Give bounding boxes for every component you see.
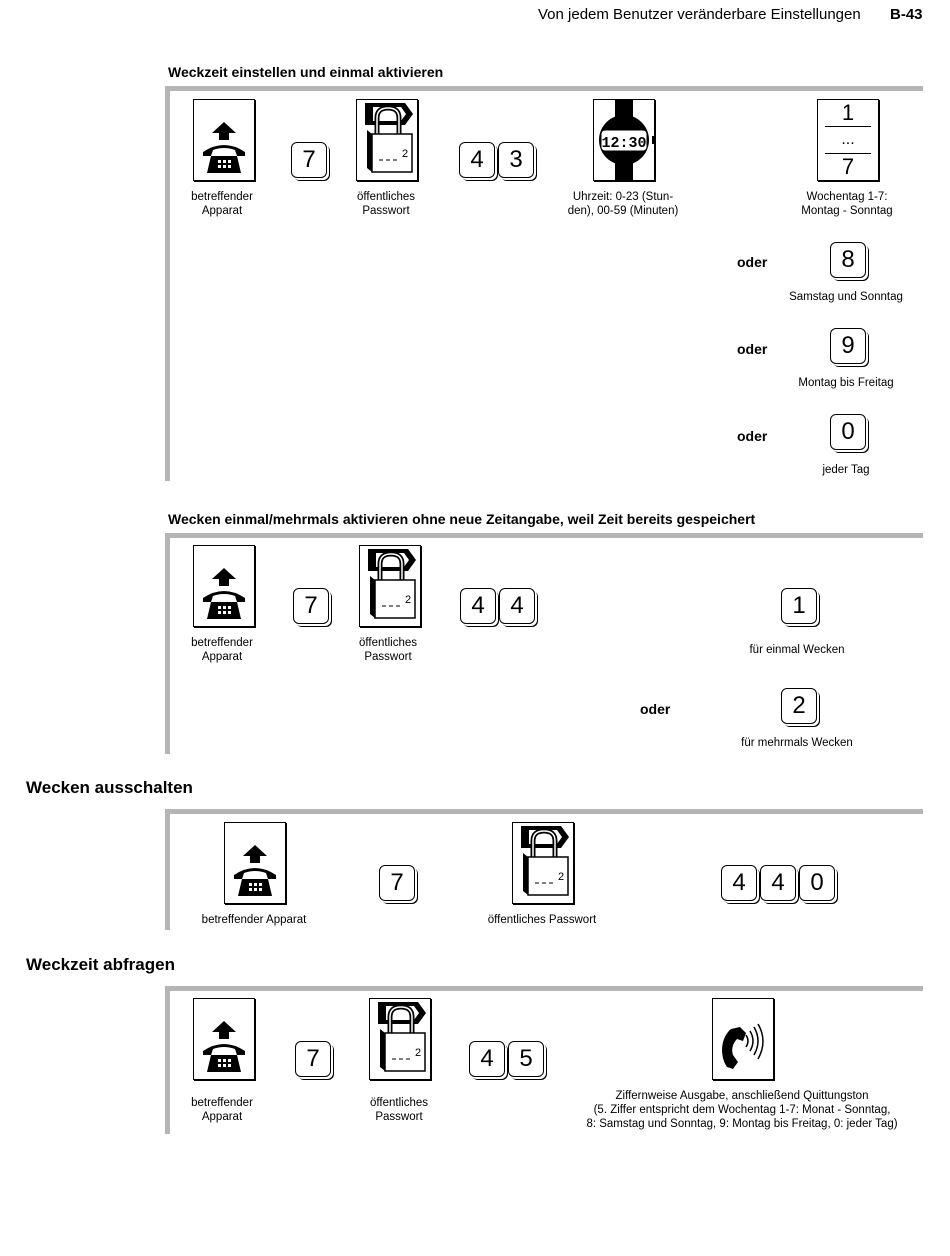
phone-handset-icon (193, 545, 255, 627)
svg-text:2: 2 (415, 1047, 422, 1059)
svg-text:2: 2 (405, 594, 412, 606)
key-1: 1 (781, 588, 817, 624)
ringing-handset-icon (712, 998, 774, 1080)
phone-label: betreffender Apparat (201, 914, 307, 926)
option-label-1: für einmal Wecken (749, 644, 845, 656)
key-4: 4 (760, 865, 796, 901)
page-header-title: Von jedem Benutzer veränderbare Einstellungen (538, 6, 861, 23)
password-lock-icon (359, 545, 421, 627)
section4-title: Weckzeit abfragen (26, 955, 175, 974)
key-5: 5 (508, 1041, 544, 1077)
key-4: 4 (460, 588, 496, 624)
key-7: 7 (293, 588, 329, 624)
section1-title: Weckzeit einstellen und einmal aktivieren (168, 64, 444, 80)
phone-handset-icon (193, 99, 255, 181)
password-label: öffentliches Passwort (357, 191, 415, 217)
key-3: 3 (498, 142, 534, 178)
key-9: 9 (830, 328, 866, 364)
oder-label: oder (737, 254, 768, 270)
password-lock-icon (369, 998, 431, 1080)
weekday-last: 7 (841, 154, 855, 179)
option-label-0: jeder Tag (822, 464, 870, 476)
key-0: 0 (799, 865, 835, 901)
weekday-card (817, 99, 879, 181)
key-2: 2 (781, 688, 817, 724)
oder-label: oder (737, 428, 768, 444)
password-label: öffentliches Passwort (359, 637, 417, 663)
section2-title: Wecken einmal/mehrmals aktivieren ohne neue Zeitangabe, weil Zeit bereits gespeichert (168, 511, 756, 527)
ring-label: Ziffernweise Ausgabe, anschließend Quittungston (5. Ziffer entspricht dem Wochentag 1-7: Monat - Sonntag, 8: Samstag und Sonntag, 9: Montag bis Freitag, 0: jeder Tag) (586, 1090, 898, 1130)
svg-text:2: 2 (558, 871, 565, 883)
key-8: 8 (830, 242, 866, 278)
key-7: 7 (291, 142, 327, 178)
password-label: öffentliches Passwort (487, 914, 597, 926)
key-7: 7 (295, 1041, 331, 1077)
key-4: 4 (499, 588, 535, 624)
option-label-8: Samstag und Sonntag (789, 291, 903, 303)
svg-text:2: 2 (402, 148, 409, 160)
phone-label: betreffender Apparat (191, 1097, 253, 1123)
weekday-first: 1 (841, 100, 855, 125)
section1-frame (165, 86, 923, 481)
page-number: B-43 (890, 6, 923, 23)
phone-label: betreffender Apparat (191, 191, 253, 217)
key-4: 4 (469, 1041, 505, 1077)
key-4: 4 (721, 865, 757, 901)
password-lock-icon (356, 99, 418, 181)
phone-handset-icon (193, 998, 255, 1080)
password-label: öffentliches Passwort (370, 1097, 428, 1123)
watch-icon (593, 99, 655, 181)
key-7: 7 (379, 865, 415, 901)
weekday-label: Wochentag 1-7: Montag - Sonntag (801, 191, 893, 217)
option-label-9: Montag bis Freitag (798, 377, 894, 389)
password-lock-icon (512, 822, 574, 904)
key-4: 4 (459, 142, 495, 178)
oder-label: oder (737, 341, 768, 357)
phone-handset-icon (224, 822, 286, 904)
weekday-ellipsis: ... (841, 131, 855, 148)
phone-label: betreffender Apparat (191, 637, 253, 663)
watch-time: 12:30 (601, 135, 647, 152)
option-label-2: für mehrmals Wecken (741, 737, 853, 749)
section3-title: Wecken ausschalten (26, 778, 193, 797)
oder-label: oder (640, 701, 671, 717)
key-0: 0 (830, 414, 866, 450)
watch-label: Uhrzeit: 0-23 (Stun- den), 00-59 (Minuten) (567, 191, 679, 217)
